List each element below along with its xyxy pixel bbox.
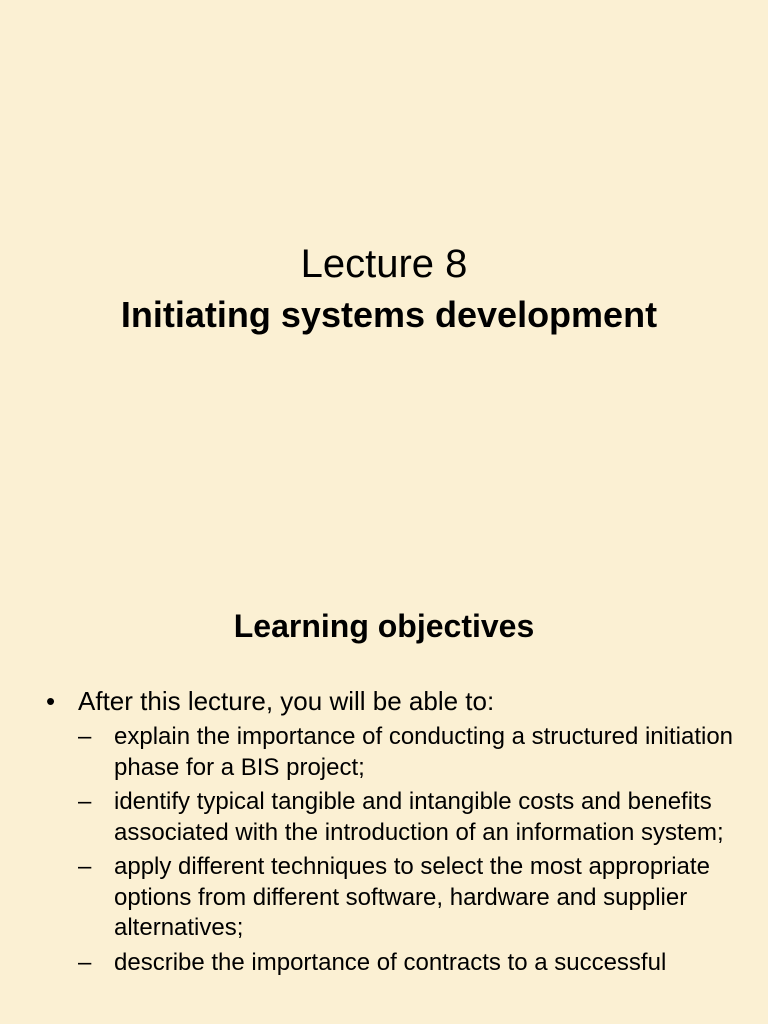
objectives-intro: After this lecture, you will be able to: (78, 686, 495, 716)
objectives-heading: Learning objectives (233, 608, 535, 644)
objectives-list (42, 685, 742, 982)
objective-item (78, 852, 742, 944)
lecture-title: Initiating systems development (120, 294, 658, 335)
objective-item (78, 722, 742, 783)
bullet-icon: • (46, 686, 56, 716)
objective-text: explain the importance of conducting a structured initiation phase for a BIS project; (114, 723, 734, 781)
objective-text: describe the importance of contracts to a successful (114, 948, 667, 976)
objectives-sub-list (78, 722, 742, 978)
dash-icon: – (78, 853, 92, 880)
lecture-number: Lecture 8 (300, 242, 468, 286)
dash-icon: – (78, 723, 92, 750)
objective-item (78, 948, 742, 979)
objective-item (78, 787, 742, 848)
learning-objectives-slide (0, 576, 768, 1024)
objective-text: apply different techniques to select the most appropriate options from different software, hardware and supplier alternatives; (114, 853, 710, 941)
objective-text: identify typical tangible and intangible costs and benefits associated with the introduction of an information system; (114, 788, 724, 846)
dash-icon: – (78, 948, 92, 976)
dash-icon: – (78, 788, 92, 815)
bullet-item (42, 685, 742, 978)
